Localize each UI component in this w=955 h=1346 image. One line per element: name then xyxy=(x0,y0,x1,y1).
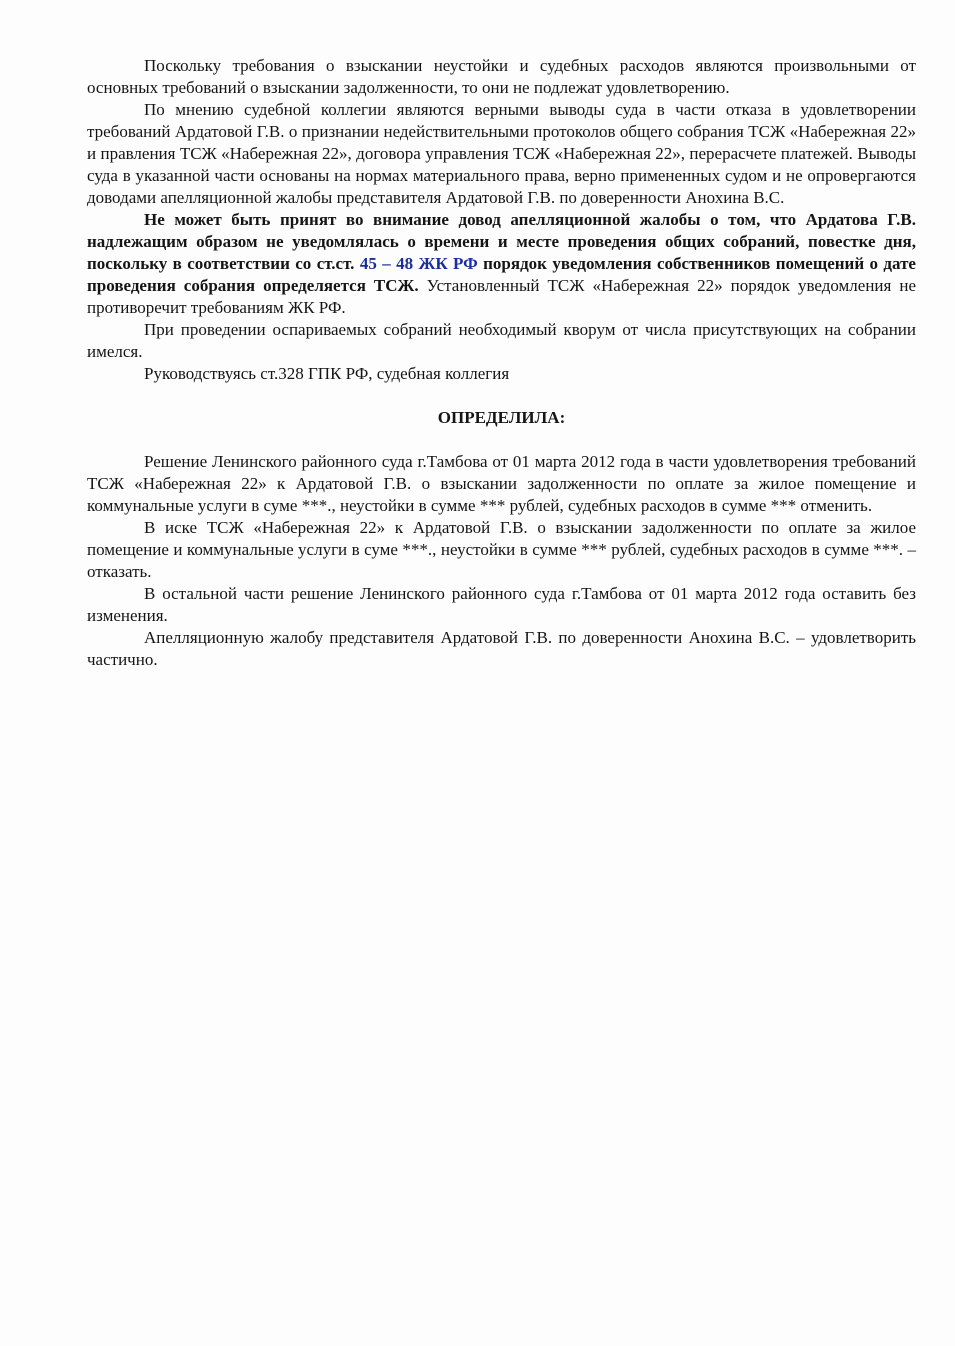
paragraph-quorum: При проведении оспариваемых собраний необходимый кворум от числа присутствующих на собрании имелся. xyxy=(87,320,916,361)
paragraph-remaining-unchanged: В остальной части решение Ленинского районного суда г.Тамбова от 01 марта 2012 года оставить без изменения. xyxy=(87,584,916,625)
housing-code-link[interactable]: 45 – 48 ЖК РФ xyxy=(359,254,478,273)
paragraph-appeal-partial: Апелляционную жалобу представителя Ардатовой Г.В. по доверенности Анохина В.С. – удовлетворить частично. xyxy=(87,628,916,669)
notification-argument-bold-2: порядок уведомления собственников помещений о дате проведения собрания определяется ТСЖ. xyxy=(87,254,916,295)
paragraph-claim-denied: В иске ТСЖ «Набережная 22» к Ардатовой Г.В. о взыскании задолженности по оплате за жилое помещение и коммунальные услуги в суме ***., неустойки в сумме *** рублей, судебных расходов в сумме ***. – отказать. xyxy=(87,518,916,581)
paragraph-decision-cancel: Решение Ленинского районного суда г.Тамбова от 01 марта 2012 года в части удовлетворения требований ТСЖ «Набережная 22» к Ардатовой Г.В. о взыскании задолженности по оплате за жилое помещение и коммунальные услуги в суме ***., неустойки в сумме *** рублей, судебных расходов в сумме *** отменить. xyxy=(87,452,916,515)
notification-argument-bold-1: Не может быть принят во внимание довод апелляционной жалобы о том, что Ардатова Г.В. надлежащим образом не уведомлялась о времени и месте проведения общих собраний, повестке дня, поскольку в соответствии со ст.ст. xyxy=(87,210,916,273)
paragraph-court-conclusions: По мнению судебной коллегии являются верными выводы суда в части отказа в удовлетворении требований Ардатовой Г.В. о признании недействительными протоколов общего собрания ТСЖ «Набережная 22» и правления ТСЖ «Набережная 22», договора управления ТСЖ «Набережная 22», перерасчете платежей. Выводы суда в указанной части основаны на нормах материального права, верно примененных судом и не опровергаются доводами апелляционной жалобы представителя Ардатовой Г.В. по доверенности Анохина В.С. xyxy=(87,100,916,207)
paragraph-guided-by: Руководствуясь ст.328 ГПК РФ, судебная коллегия xyxy=(144,364,510,383)
paragraph-notification-argument xyxy=(87,209,916,319)
paragraph-penalty-claims: Поскольку требования о взыскании неустойки и судебных расходов являются произвольными от основных требований о взыскании задолженности, то они не подлежат удовлетворению. xyxy=(87,56,916,97)
document-body xyxy=(87,55,916,671)
notification-argument-normal: Установленный ТСЖ «Набережная 22» порядок уведомления не противоречит требованиям ЖК РФ. xyxy=(87,276,916,317)
ruling-heading: ОПРЕДЕЛИЛА: xyxy=(437,408,566,427)
